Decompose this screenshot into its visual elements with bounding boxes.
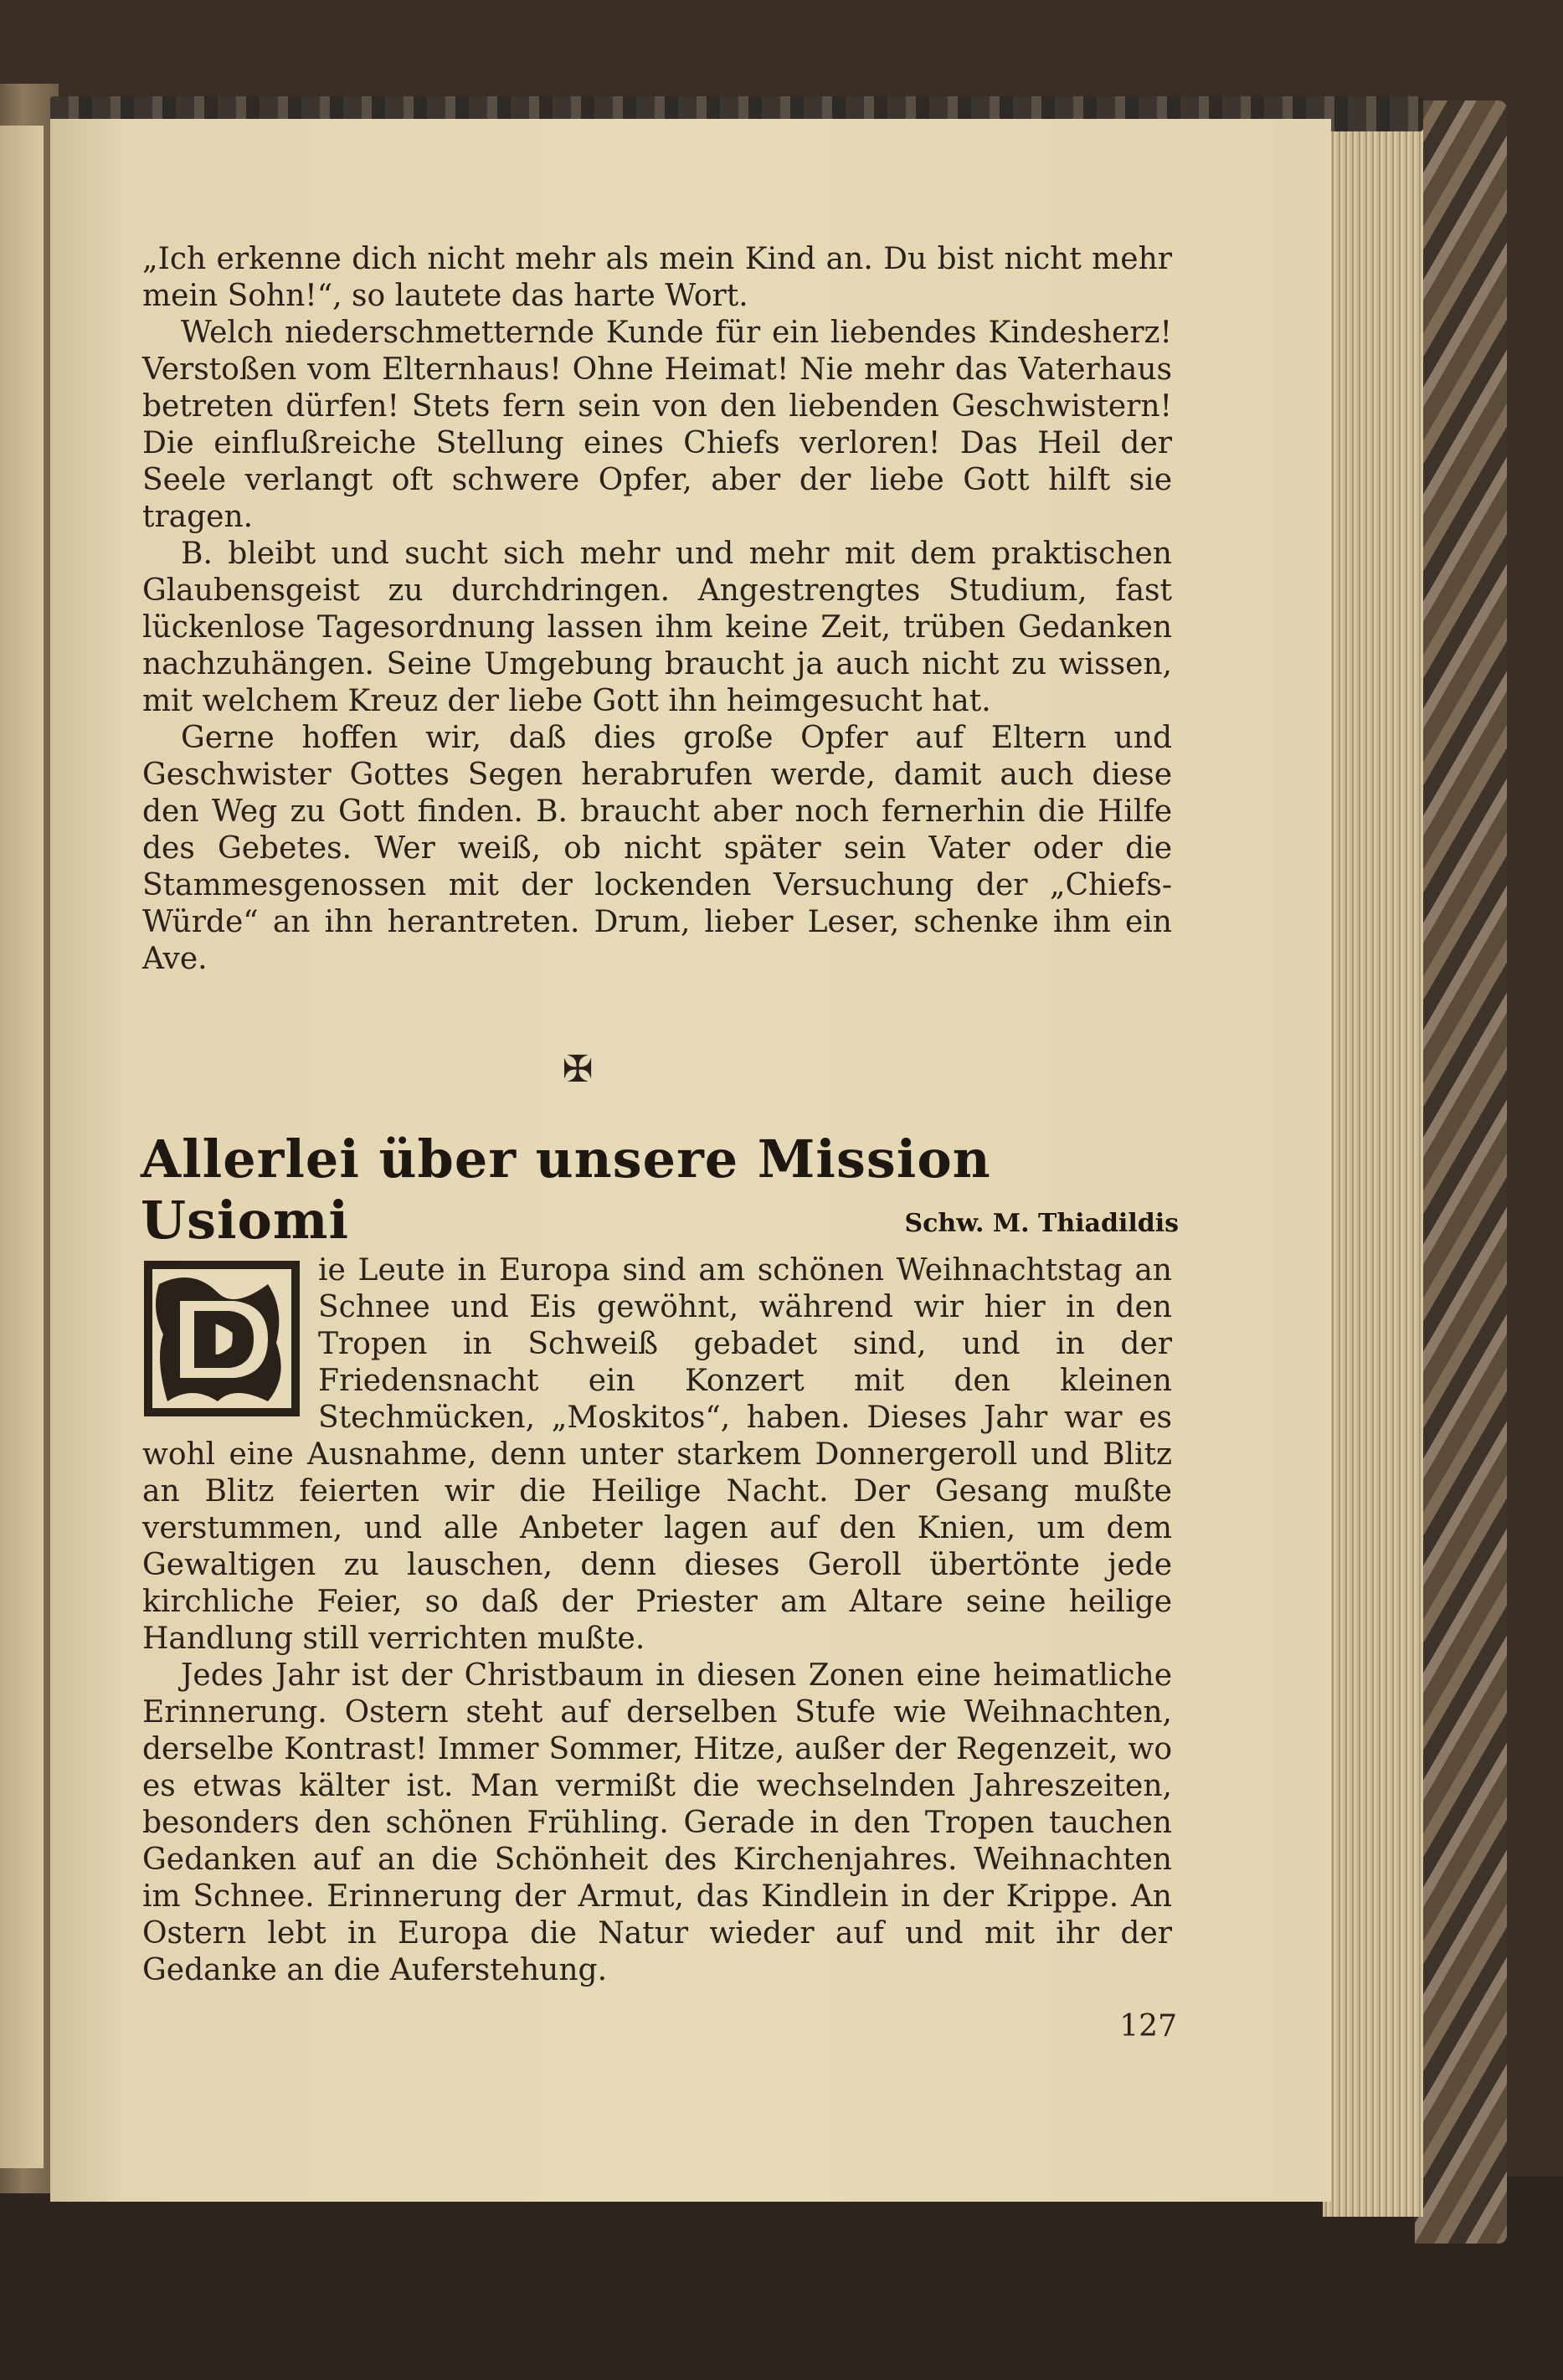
previous-page-edge	[0, 126, 44, 2168]
paragraph: Jedes Jahr ist der Christbaum in diesen Zonen eine heimatliche Erinnerung. Ostern steht auf derselben Stufe wie Weihnachten, derselbe Kontrast! Immer Sommer, Hitze, außer der Regenzeit, wo es etwas kälter ist. Man vermißt die wechselnden Jahreszeiten, besonders den schönen Frühling. Gerade in den Tropen tauchen Gedanken auf an die Schönheit des Kirchenjahres. Weihnachten im Schnee. Erinnerung der Armut, das Kindlein in der Krippe. An Ostern lebt in Europa die Natur wieder auf und mit ihr der Gedanke an die Auferstehung.	[142, 1658, 1172, 1987]
book-page	[50, 119, 1331, 2202]
paragraph: Welch niederschmetternde Kunde für ein liebendes Kindesherz! Verstoßen vom Elternhaus! Ohne Heimat! Nie mehr das Vaterhaus betreten dürfen! Stets fern sein von den liebenden Geschwistern! Die einflußreiche Stellung eines Chiefs verloren! Das Heil der Seele verlangt oft schwere Opfer, aber der liebe Gott hilft sie tragen.	[142, 316, 1172, 534]
paragraph: Gerne hoffen wir, daß dies große Opfer auf Eltern und Geschwister Gottes Segen herabrufen werde, damit auch diese den Weg zu Gott finden. B. braucht aber noch fernerhin die Hilfe des Gebetes. Wer weiß, ob nicht später sein Vater oder die Stammesgenossen mit der lockenden Versuchung der „Chiefs-Würde“ an ihn herantreten. Drum, lieber Leser, schenke ihm ein Ave.	[142, 721, 1172, 976]
article-body	[142, 1252, 1172, 1989]
page-number: 127	[1119, 2009, 1177, 2043]
paragraph: B. bleibt und sucht sich mehr und mehr mit dem praktischen Glaubensgeist zu durchdringen. Angestrengtes Studium, fast lückenlose Tagesordnung lassen ihm keine Zeit, trüben Gedanken nachzuhängen. Seine Umgebung braucht ja auch nicht zu wissen, mit welchem Kreuz der liebe Gott ihn heimgesucht hat.	[142, 537, 1172, 718]
section-separator-ornament: ✠	[562, 1048, 594, 1091]
article-title: Allerlei über unsere Mission Usiomi	[141, 1128, 991, 1251]
paragraph: ie Leute in Europa sind am schönen Weihnachtstag an Schnee und Eis gewöhnt, während wir hier in den Tropen in Schweiß gebadet sind, und in der Friedensnacht ein Konzert mit den kleinen Stechmücken, „Moskitos“, haben. Dieses Jahr war es wohl eine Ausnahme, denn unter starkem Donnergeroll und Blitz an Blitz feierten wir die Heilige Nacht. Der Gesang mußte verstummen, und alle Anbeter lagen auf den Knien, um dem Gewaltigen zu lauschen, denn dieses Geroll übertönte jede kirchliche Feier, so daß der Priester am Altare seine heilige Handlung still verrichten mußte.	[142, 1253, 1172, 1656]
dropcap-letter: D	[196, 1303, 248, 1372]
page-stack-edge	[1323, 124, 1423, 2217]
article-author: Schw. M. Thiadildis	[904, 1209, 1179, 1238]
paragraph: „Ich erkenne dich nicht mehr als mein Kind an. Du bist nicht mehr mein Sohn!“, so lautete das harte Wort.	[142, 242, 1172, 313]
ornamental-dropcap-icon	[142, 1259, 301, 1418]
continued-text	[142, 241, 1172, 978]
book-cover-edge	[1415, 100, 1507, 2244]
